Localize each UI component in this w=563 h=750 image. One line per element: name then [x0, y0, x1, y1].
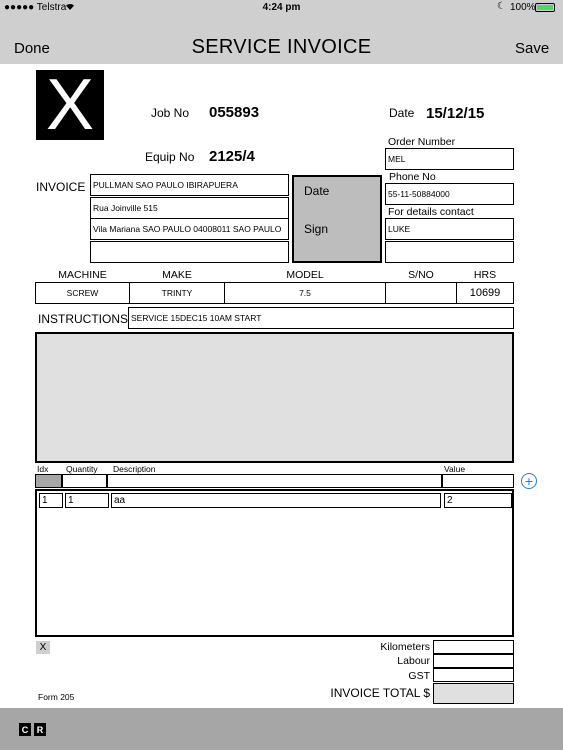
battery-text: 100% — [510, 2, 536, 13]
serial-field[interactable] — [385, 282, 457, 304]
carrier-text: ●●●●● Telstra — [4, 2, 67, 13]
idx-header: Idx — [37, 464, 49, 474]
status-bar — [0, 0, 563, 16]
order-number-label: Order Number — [388, 136, 456, 148]
quantity-header: Quantity — [66, 464, 98, 474]
make-header: MAKE — [162, 269, 192, 281]
labour-label: Labour — [397, 655, 430, 667]
done-button[interactable]: Done — [14, 40, 50, 57]
phone-field[interactable]: 55-11-50884000 — [385, 183, 514, 205]
instructions-field[interactable]: SERVICE 15DEC15 10AM START — [128, 307, 514, 329]
row-description: aa — [111, 493, 441, 508]
hours-header: HRS — [473, 269, 497, 281]
sign-date-label: Date — [304, 184, 330, 198]
model-header: MODEL — [286, 269, 324, 281]
invoice-line-2[interactable]: Rua Joinville 515 — [90, 197, 289, 219]
battery-icon — [535, 3, 555, 12]
status-time: 4:24 pm — [262, 2, 301, 13]
invoice-line-3[interactable]: Vila Mariana SAO PAULO 04008011 SAO PAULO — [90, 218, 289, 240]
equip-no-label: Equip No — [145, 150, 195, 164]
job-no-value[interactable]: 055893 — [209, 104, 260, 121]
nav-bar — [0, 16, 563, 64]
notes-panel[interactable] — [35, 332, 514, 463]
row-idx: 1 — [39, 493, 63, 508]
instructions-label: INSTRUCTIONS — [38, 312, 128, 326]
job-no-label: Job No — [151, 106, 190, 120]
machine-header: MACHINE — [58, 269, 107, 281]
make-field[interactable]: TRINTY — [129, 282, 225, 304]
kilometers-label: Kilometers — [380, 641, 430, 653]
row-quantity: 1 — [65, 493, 109, 508]
invoice-total-label: INVOICE TOTAL $ — [330, 686, 430, 700]
model-field[interactable]: 7.5 — [224, 282, 386, 304]
invoice-label: INVOICE — [36, 180, 86, 194]
add-item-icon[interactable]: + — [521, 473, 537, 489]
sign-label: Sign — [304, 222, 329, 236]
contact-label: For details contact — [388, 206, 474, 218]
equip-no-value[interactable]: 2125/4 — [209, 148, 255, 165]
contact-field[interactable]: LUKE — [385, 218, 514, 240]
r-button[interactable]: R — [34, 723, 46, 736]
new-idx-field[interactable] — [35, 474, 62, 488]
delete-item-button[interactable]: X — [36, 641, 50, 654]
new-description-field[interactable] — [107, 474, 442, 488]
save-button[interactable]: Save — [515, 40, 550, 57]
date-value[interactable]: 15/12/15 — [426, 105, 485, 122]
contact-extra-field[interactable] — [385, 241, 514, 263]
page-title: SERVICE INVOICE — [191, 36, 372, 58]
invoice-line-1[interactable]: PULLMAN SAO PAULO IBIRAPUERA — [90, 174, 289, 196]
table-row[interactable] — [39, 493, 510, 508]
labour-field[interactable] — [433, 654, 514, 668]
new-quantity-field[interactable] — [62, 474, 107, 488]
gst-field[interactable] — [433, 668, 514, 682]
date-label: Date — [389, 106, 415, 120]
value-header: Value — [444, 464, 466, 474]
kilometers-field[interactable] — [433, 640, 514, 654]
gst-label: GST — [408, 670, 430, 682]
serial-header: S/NO — [408, 269, 434, 281]
bottom-toolbar — [0, 708, 563, 750]
signature-box[interactable] — [292, 175, 382, 263]
company-logo — [36, 65, 104, 145]
moon-icon: ☾ — [497, 1, 506, 12]
phone-label: Phone No — [389, 171, 436, 183]
invoice-line-4[interactable] — [90, 241, 289, 263]
machine-field[interactable]: SCREW — [35, 282, 130, 304]
description-header: Description — [113, 464, 156, 474]
items-table — [35, 489, 514, 637]
order-number-field[interactable]: MEL — [385, 148, 514, 170]
form-number: Form 205 — [38, 692, 75, 702]
hours-field[interactable]: 10699 — [456, 282, 514, 304]
logo-mark: X — [45, 65, 95, 145]
c-button[interactable]: C — [19, 723, 31, 736]
new-value-field[interactable] — [442, 474, 514, 488]
invoice-total-field — [433, 683, 514, 704]
row-value: 2 — [444, 493, 512, 508]
